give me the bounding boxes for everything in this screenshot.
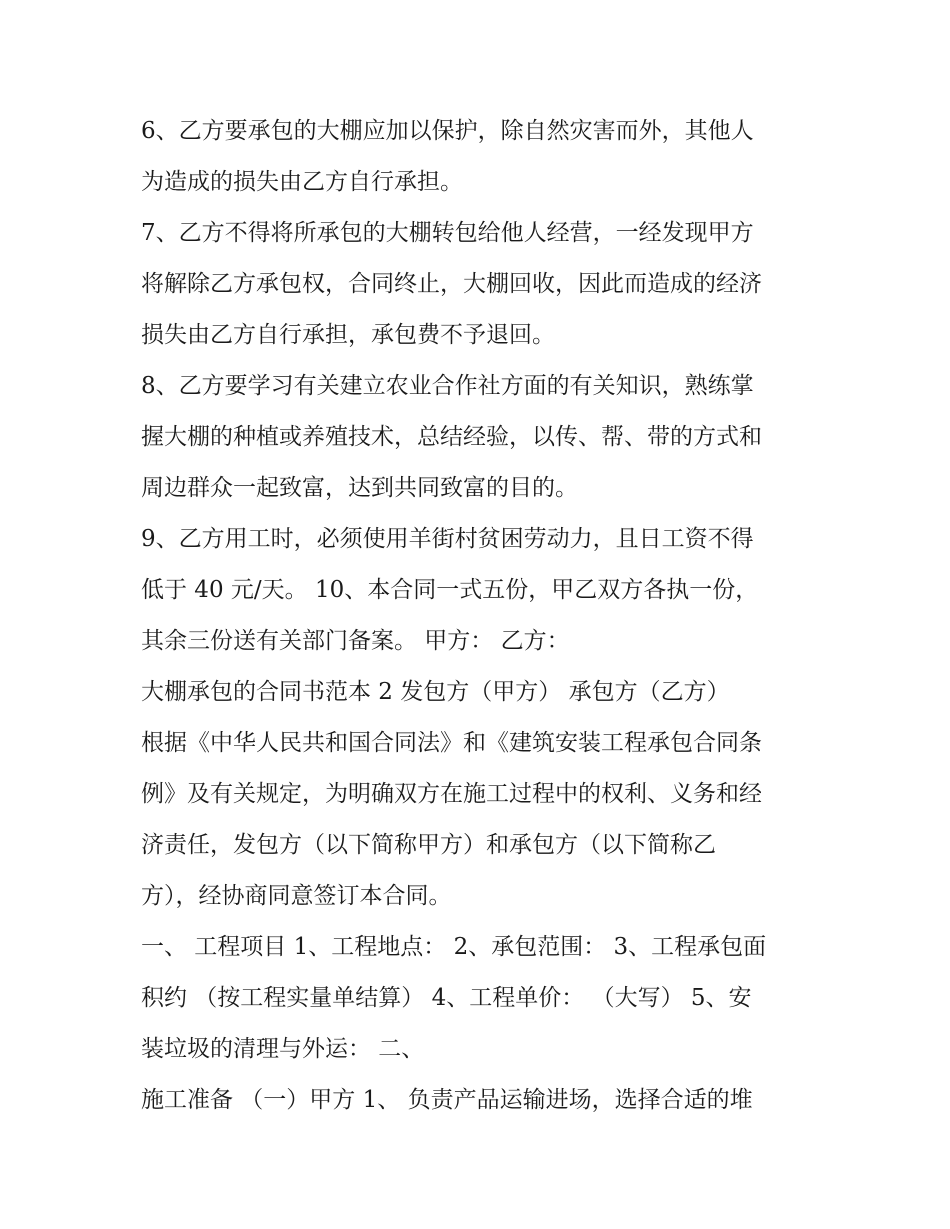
text-line: 积约 （按工程实量单结算） 4、工程单价： （大写） 5、安 — [141, 985, 752, 1011]
text-line: 低于 40 元/天。 10、本合同一式五份，甲乙双方各执一份， — [141, 577, 759, 603]
text-line: 握大棚的种植或养殖技术，总结经验，以传、帮、带的方式和 — [141, 424, 762, 450]
text-line: 将解除乙方承包权，合同终止，大棚回收，因此而造成的经济 — [141, 271, 762, 297]
text-line: 一、 工程项目 1、工程地点： 2、承包范围： 3、工程承包面 — [141, 934, 767, 960]
text-line: 其余三份送有关部门备案。 甲方： 乙方： — [141, 628, 570, 654]
text-line: 为造成的损失由乙方自行承担。 — [141, 169, 463, 195]
text-line: 施工准备 （一）甲方 1、 负责产品运输进场，选择合适的堆 — [141, 1087, 753, 1113]
text-line: 方），经协商同意签订本合同。 — [141, 883, 452, 909]
text-line: 9、乙方用工时，必须使用羊街村贫困劳动力，且日工资不得 — [141, 526, 754, 552]
text-line: 6、乙方要承包的大棚应加以保护，除自然灾害而外，其他人 — [141, 118, 754, 144]
text-line: 7、乙方不得将所承包的大棚转包给他人经营，一经发现甲方 — [141, 220, 754, 246]
text-line: 周边群众一起致富，达到共同致富的目的。 — [141, 475, 578, 501]
text-line: 8、乙方要学习有关建立农业合作社方面的有关知识，熟练掌 — [141, 373, 754, 399]
text-line: 根据《中华人民共和国合同法》和《建筑安装工程承包合同条 — [141, 730, 762, 756]
text-line: 装垃圾的清理与外运： 二、 — [141, 1036, 425, 1062]
text-line: 大棚承包的合同书范本 2 发包方（甲方） 承包方（乙方） — [141, 679, 730, 705]
document-body — [141, 106, 821, 1126]
text-line: 济责任，发包方（以下简称甲方）和承包方（以下简称乙 — [141, 832, 716, 858]
text-line: 损失由乙方自行承担，承包费不予退回。 — [141, 322, 555, 348]
text-line: 例》及有关规定，为明确双方在施工过程中的权利、义务和经 — [141, 781, 762, 807]
